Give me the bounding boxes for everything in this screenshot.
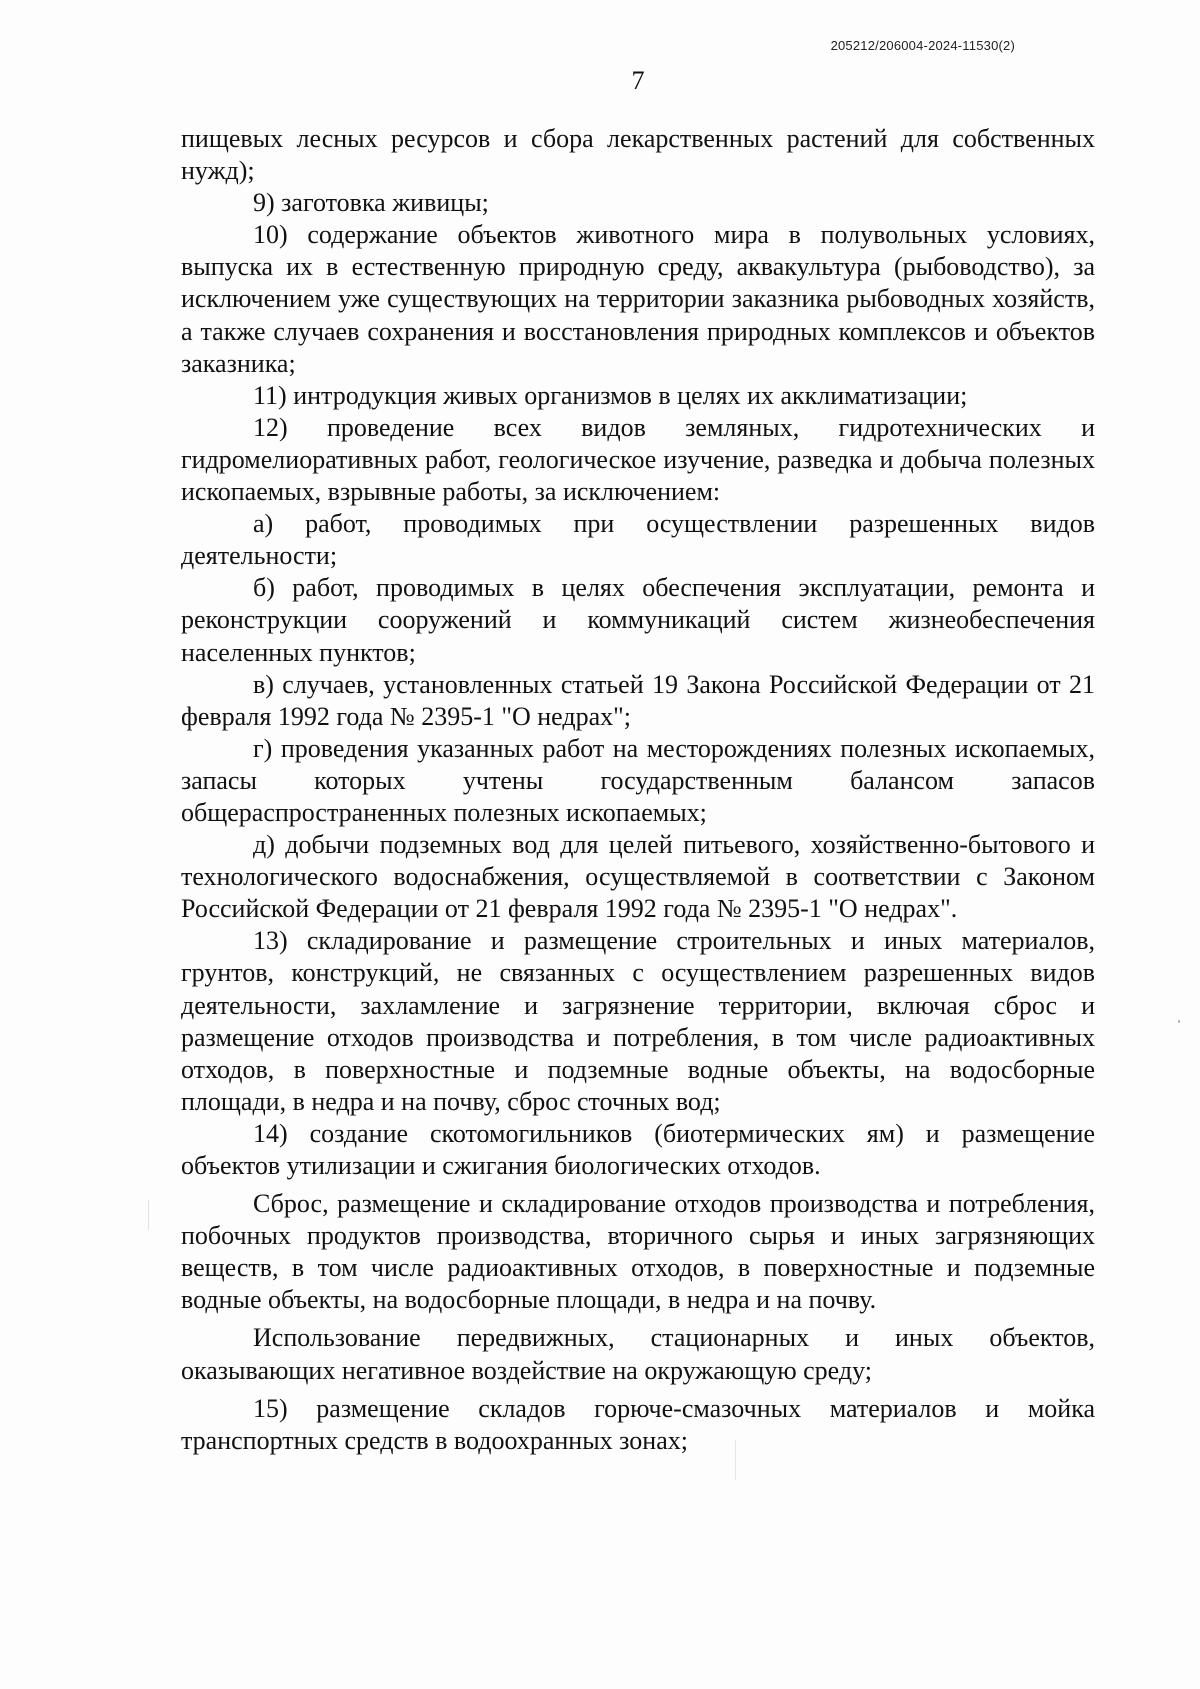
- paragraph-subitem-b: б) работ, проводимых в целях обеспечения эксплуатации, ремонта и реконструкции сооружений и коммуникаций систем жизнеобеспечения населенных пунктов;: [181, 573, 1095, 667]
- paragraph-item-9: 9) заготовка живицы;: [253, 188, 489, 218]
- paragraph-discharge: Сброс, размещение и складирование отходов производства и потребления, побочных продуктов производства, вторичного сырья и иных загрязняющих веществ, в том числе радиоактивных отходов, в поверхностные и подземные водные объекты, на водосборные площади, в недра и на почву.: [181, 1189, 1095, 1315]
- page-number: 7: [631, 66, 645, 95]
- paragraph-use-of-objects: Использование передвижных, стационарных и иных объектов, оказывающих негативное воздействие на окружающую среду;: [181, 1323, 1095, 1385]
- document-body: [181, 123, 1095, 1457]
- paragraph-subitem-v: в) случаев, установленных статьей 19 Закона Российской Федерации от 21 февраля 1992 года № 2395-1 "О недрах";: [181, 669, 1095, 731]
- paragraph-item-11: 11) интродукция живых организмов в целях их акклиматизации;: [253, 380, 968, 410]
- scan-artifact: [1178, 1020, 1180, 1023]
- paragraph-continuation: пищевых лесных ресурсов и сбора лекарственных растений для собственных нужд);: [181, 124, 1095, 186]
- document-id: 205212/206004-2024-11530(2): [830, 38, 1015, 53]
- paragraph-item-12: 12) проведение всех видов земляных, гидротехнических и гидромелиоративных работ, геологическое изучение, разведка и добыча полезных ископаемых, взрывные работы, за исключением:: [181, 412, 1095, 507]
- paragraph-subitem-g: г) проведения указанных работ на месторождениях полезных ископаемых, запасы которых учтены государственным балансом запасов общераспространенных полезных ископаемых;: [181, 733, 1095, 827]
- paragraph-item-14: 14) создание скотомогильников (биотермических ям) и размещение объектов утилизации и сжигания биологических отходов.: [181, 1118, 1095, 1180]
- paragraph-item-10: 10) содержание объектов животного мира в полувольных условиях, выпуска их в естественную природную среду, аквакультура (рыбоводство), за исключением уже существующих на территории заказника рыбоводных хозяйств, а также случаев сохранения и восстановления природных комплексов и объектов заказника;: [181, 220, 1095, 378]
- paragraph-item-15: 15) размещение складов горюче-смазочных материалов и мойка транспортных средств в водоохранных зонах;: [181, 1393, 1095, 1455]
- scan-artifact: [735, 1440, 736, 1480]
- paragraph-subitem-a: а) работ, проводимых при осуществлении разрешенных видов деятельности;: [181, 509, 1095, 571]
- scan-artifact: [148, 1200, 149, 1230]
- paragraph-subitem-d: д) добычи подземных вод для целей питьевого, хозяйственно-бытового и технологического водоснабжения, осуществляемой в соответствии с Законом Российской Федерации от 21 февраля 1992 года № 2395-1 "О недрах".: [181, 830, 1095, 924]
- paragraph-item-13: 13) складирование и размещение строительных и иных материалов, грунтов, конструкций, не связанных с осуществлением разрешенных видов деятельности, захламление и загрязнение территории, включая сброс и размещение отходов производства и потребления, в том числе радиоактивных отходов, в поверхностные и подземные водные объекты, на водосборные площади, в недра и на почву, сброс сточных вод;: [181, 926, 1095, 1116]
